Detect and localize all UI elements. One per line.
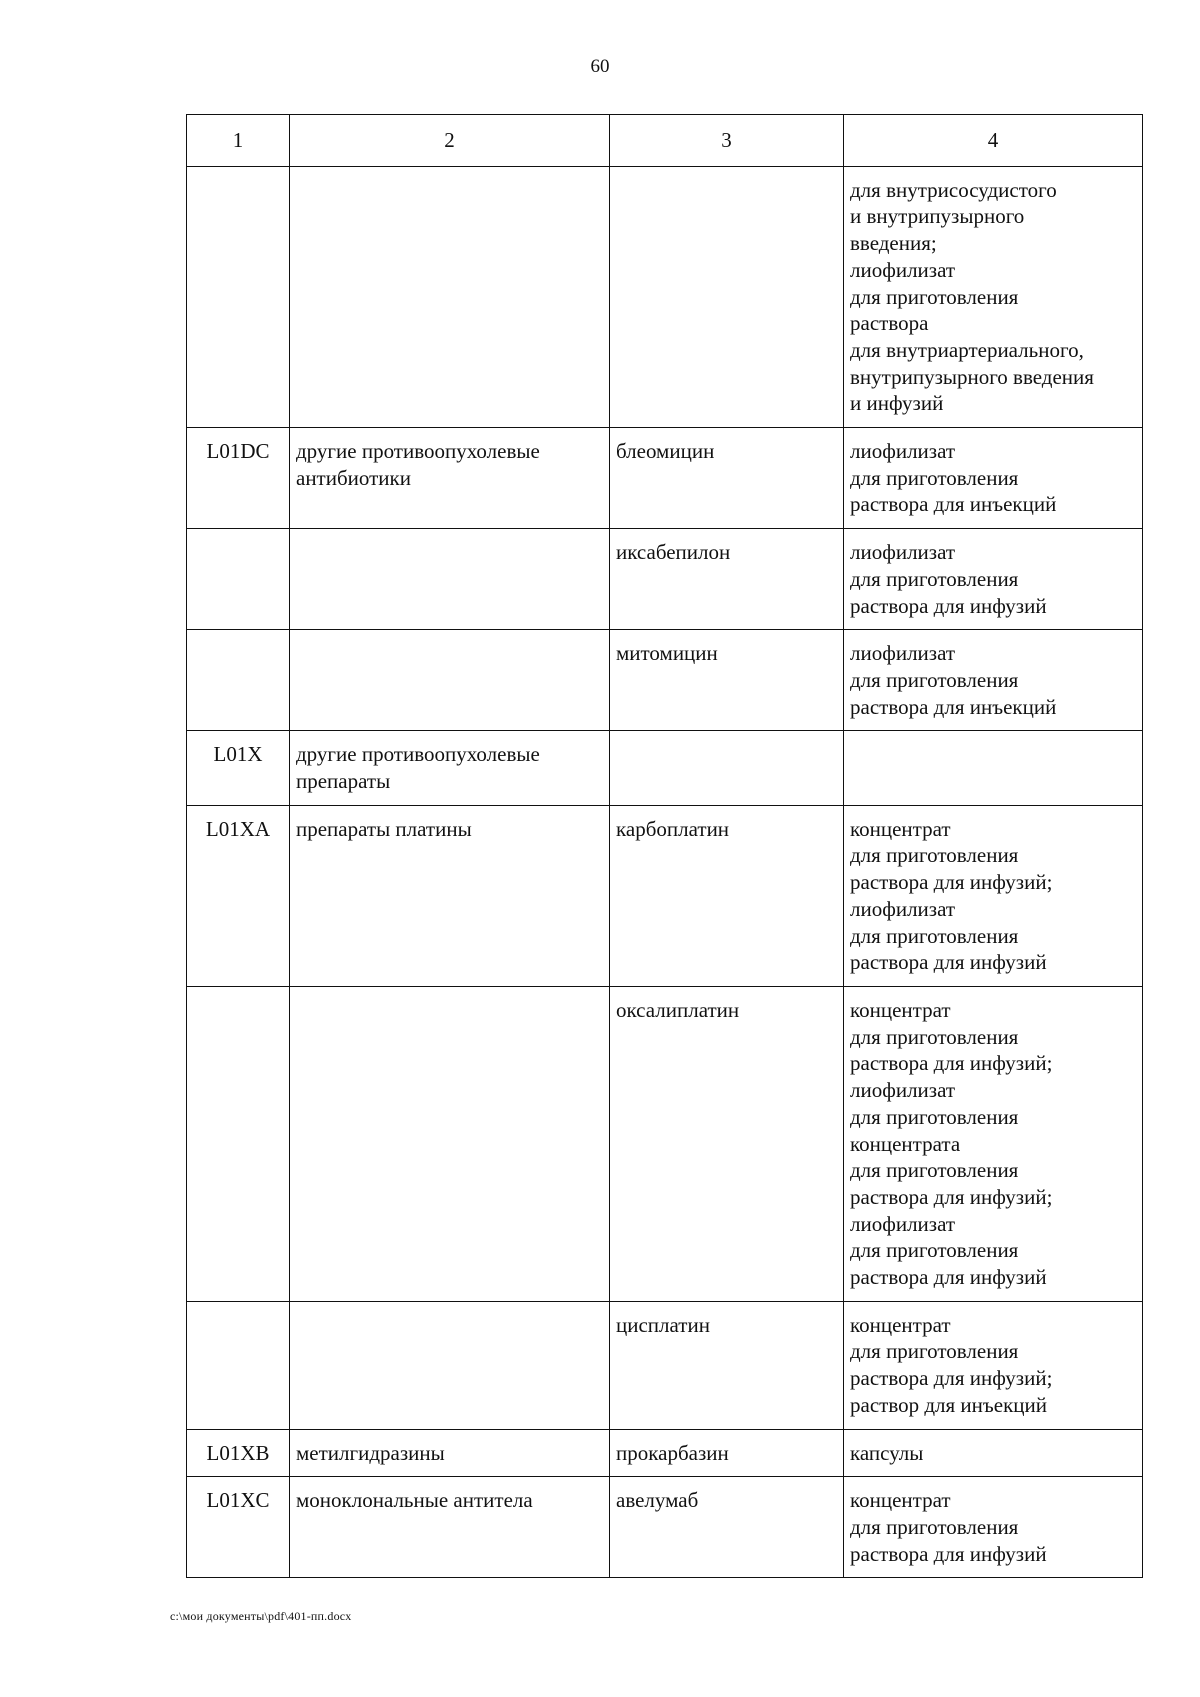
group-cell [290, 166, 610, 427]
dosage-form-cell: лиофилизат для приготовления раствора для инфузий [844, 529, 1143, 630]
page-number: 60 [590, 56, 610, 77]
table-row [187, 428, 1143, 529]
dosage-form-cell: концентрат для приготовления раствора для инфузий; раствор для инъекций [844, 1301, 1143, 1429]
column-header-3: 3 [610, 115, 844, 167]
atc-code-cell: L01XC [187, 1477, 290, 1578]
drug-cell: карбоплатин [610, 805, 844, 986]
drug-cell: оксалиплатин [610, 986, 844, 1301]
column-header-1: 1 [187, 115, 290, 167]
group-cell: препараты платины [290, 805, 610, 986]
dosage-form-cell: концентрат для приготовления раствора для инфузий; лиофилизат для приготовления раствора для инфузий [844, 805, 1143, 986]
atc-code-cell: L01DC [187, 428, 290, 529]
dosage-form-cell: концентрат для приготовления раствора для инфузий [844, 1477, 1143, 1578]
table-row [187, 1477, 1143, 1578]
dosage-form-cell: для внутрисосудистого и внутрипузырного введения; лиофилизат для приготовления раствора для внутриартериального, внутрипузырного введения и инфузий [844, 166, 1143, 427]
table-row [187, 529, 1143, 630]
column-header-2: 2 [290, 115, 610, 167]
atc-code-cell: L01X [187, 731, 290, 805]
table-row [187, 805, 1143, 986]
atc-code-cell [187, 529, 290, 630]
footer-file-path: c:\мои документы\pdf\401-пп.docx [170, 1609, 352, 1623]
group-cell: моноклональные антитела [290, 1477, 610, 1578]
dosage-form-cell: капсулы [844, 1429, 1143, 1477]
drug-cell: митомицин [610, 630, 844, 731]
table-header-row [187, 115, 1143, 167]
atc-code-cell [187, 630, 290, 731]
drug-cell: иксабепилон [610, 529, 844, 630]
atc-code-cell [187, 1301, 290, 1429]
group-cell [290, 529, 610, 630]
group-cell [290, 1301, 610, 1429]
table-row [187, 1429, 1143, 1477]
group-cell: метилгидразины [290, 1429, 610, 1477]
atc-code-cell: L01XA [187, 805, 290, 986]
column-header-4: 4 [844, 115, 1143, 167]
drug-table [186, 114, 1143, 1578]
dosage-form-cell: концентрат для приготовления раствора для инфузий; лиофилизат для приготовления концентрата для приготовления раствора для инфузий; лиофилизат для приготовления раствора для инфузий [844, 986, 1143, 1301]
group-cell: другие противоопухолевые препараты [290, 731, 610, 805]
drug-cell: авелумаб [610, 1477, 844, 1578]
drug-cell [610, 166, 844, 427]
group-cell [290, 630, 610, 731]
drug-cell: прокарбазин [610, 1429, 844, 1477]
table-row [187, 166, 1143, 427]
table-row [187, 1301, 1143, 1429]
dosage-form-cell [844, 731, 1143, 805]
atc-code-cell [187, 986, 290, 1301]
dosage-form-cell: лиофилизат для приготовления раствора для инъекций [844, 428, 1143, 529]
drug-cell: блеомицин [610, 428, 844, 529]
drug-cell [610, 731, 844, 805]
atc-code-cell: L01XB [187, 1429, 290, 1477]
dosage-form-cell: лиофилизат для приготовления раствора для инъекций [844, 630, 1143, 731]
atc-code-cell [187, 166, 290, 427]
group-cell: другие противоопухолевые антибиотики [290, 428, 610, 529]
group-cell [290, 986, 610, 1301]
table-row [187, 731, 1143, 805]
drug-cell: цисплатин [610, 1301, 844, 1429]
table-row [187, 630, 1143, 731]
table-body [187, 166, 1143, 1578]
table-row [187, 986, 1143, 1301]
